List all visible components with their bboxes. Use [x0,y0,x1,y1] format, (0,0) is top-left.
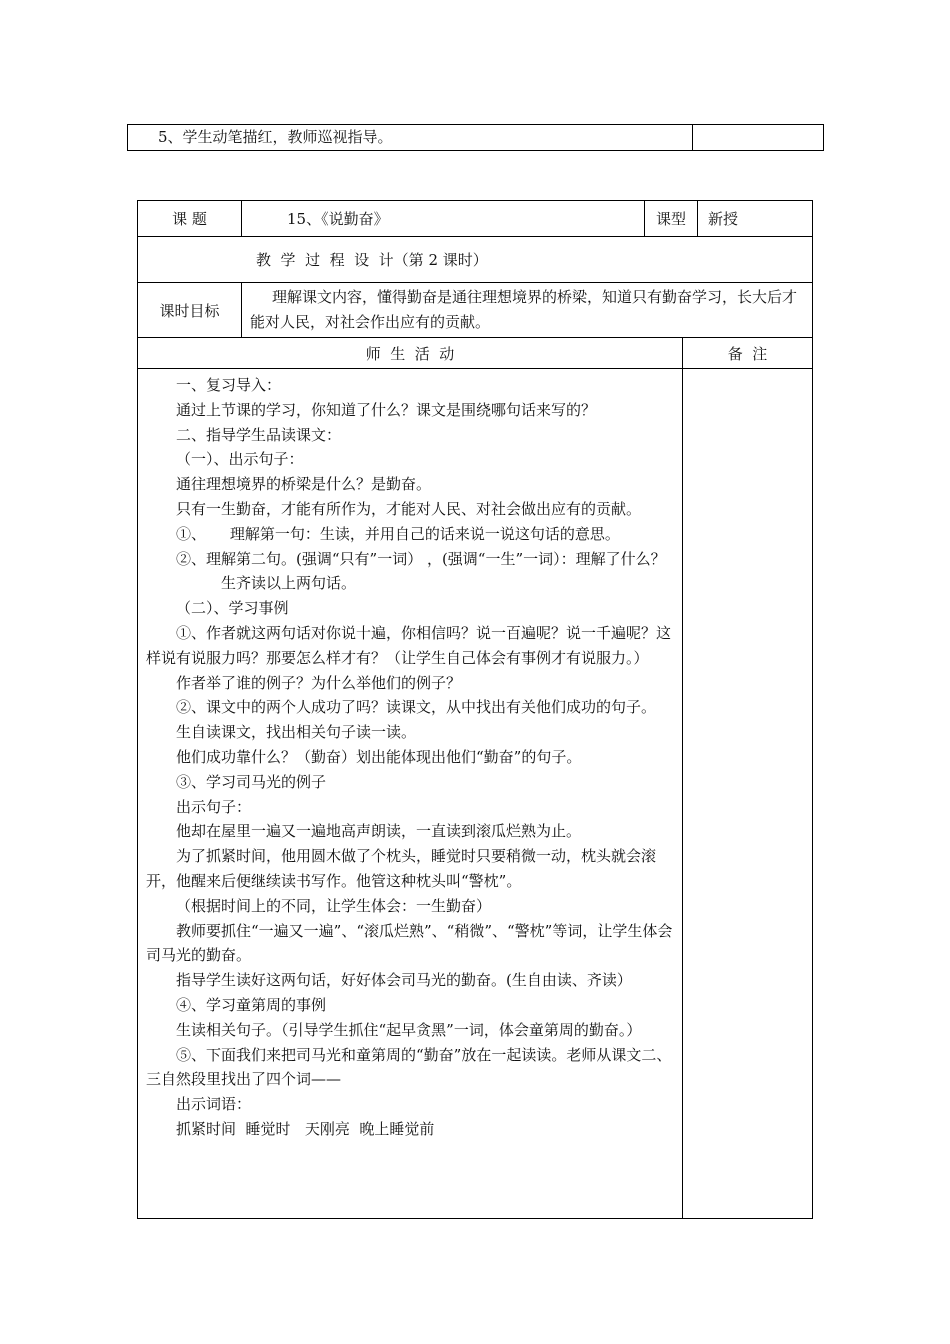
content-line: 只有一生勤奋，才能有所作为，才能对人民、对社会做出应有的贡献。 [176,499,642,518]
activity-content [138,369,683,1219]
activity-column-header: 师 生 活 动 [138,338,683,369]
content-line: ⑤、下面我们来把司马光和童第周的“勤奋”放在一起读读。老师从课文二、三自然段里找出了四个词—— [146,1045,672,1089]
column-header-row [138,338,813,369]
content-line: ④、学习童第周的事例 [176,995,327,1014]
goal-text: 理解课文内容，懂得勤奋是通往理想境界的桥梁，知道只有勤奋学习，长大后才能对人民，对社会作出应有的贡献。 [242,283,813,338]
content-line: 生自读课文，找出相关句子读一读。 [176,723,417,742]
previous-table-fragment [127,124,824,151]
design-title: 教 学 过 程 设 计（第 2 课时） [138,237,813,283]
content-line: 出示句子： [176,797,252,816]
header-row [138,201,813,237]
content-line: 一、复习导入： [176,376,282,394]
content-line: （二）、学习事例 [176,599,289,618]
lesson-plan-table [137,200,813,1219]
content-line: 他们成功靠什么？（勤奋）划出能体现出他们“勤奋”的句子。 [176,747,582,766]
type-value: 新授 [698,201,813,237]
content-line: 教师要抓住“一遍又一遍”、“滚瓜烂熟”、“稍微”、“警枕”等词，让学生体会司马光的勤奋。 [146,921,673,965]
content-line: ①、作者就这两句话对你说十遍，你相信吗？说一百遍呢？说一千遍呢？这样说有说服力吗？那要怎么样才有？（让学生自己体会有事例才有说服力。） [146,623,672,667]
content-line: 作者举了谁的例子？为什么举他们的例子？ [176,673,462,692]
type-label: 课型 [645,201,698,237]
content-line: 指导学生读好这两句话，好好体会司马光的勤奋。(生自由读、齐读） [176,971,632,990]
fragment-note-cell [693,125,823,150]
content-line: 出示词语： [176,1095,252,1114]
content-line: （一）、出示句子： [176,450,304,469]
notes-column-header: 备 注 [683,338,813,369]
goal-row [138,283,813,338]
fragment-text: 5、学生动笔描红，教师巡视指导。 [128,125,693,150]
content-line: （根据时间上的不同，让学生体会：一生勤奋） [176,896,492,915]
content-line: 为了抓紧时间，他用圆木做了个枕头，睡觉时只要稍微一动，枕头就会滚开，他醒来后便继续读书写作。他管这种枕头叫“警枕”。 [146,847,657,890]
content-line: 二、指导学生品读课文： [176,425,342,444]
content-line: 生读相关句子。（引导学生抓住“起早贪黑”一词，体会童第周的勤奋。） [176,1020,642,1039]
goal-label: 课时目标 [138,283,242,338]
content-row [138,369,813,1219]
notes-content [683,369,813,1219]
content-line: ③、学习司马光的例子 [176,772,327,791]
content-line: ②、理解第二句。(强调“只有”一词） ，(强调“一生”一词）：理解了什么？生齐读以上两句话。 [176,549,666,593]
topic-value: 15、《说勤奋》 [242,201,645,237]
content-line: 抓紧时间 睡觉时 天刚亮 晚上睡觉前 [176,1119,435,1138]
content-line: 通过上节课的学习，你知道了什么？课文是围绕哪句话来写的？ [176,400,597,419]
design-title-row [138,237,813,283]
topic-label: 课 题 [138,201,242,237]
content-line: ①、 理解第一句：生读，并用自己的话来说一说这句话的意思。 [176,524,620,543]
content-line: 通往理想境界的桥梁是什么？是勤奋。 [176,475,432,494]
content-line: ②、课文中的两个人成功了吗？读课文，从中找出有关他们成功的句子。 [176,698,657,717]
content-line: 他却在屋里一遍又一遍地高声朗读，一直读到滚瓜烂熟为止。 [176,822,582,841]
